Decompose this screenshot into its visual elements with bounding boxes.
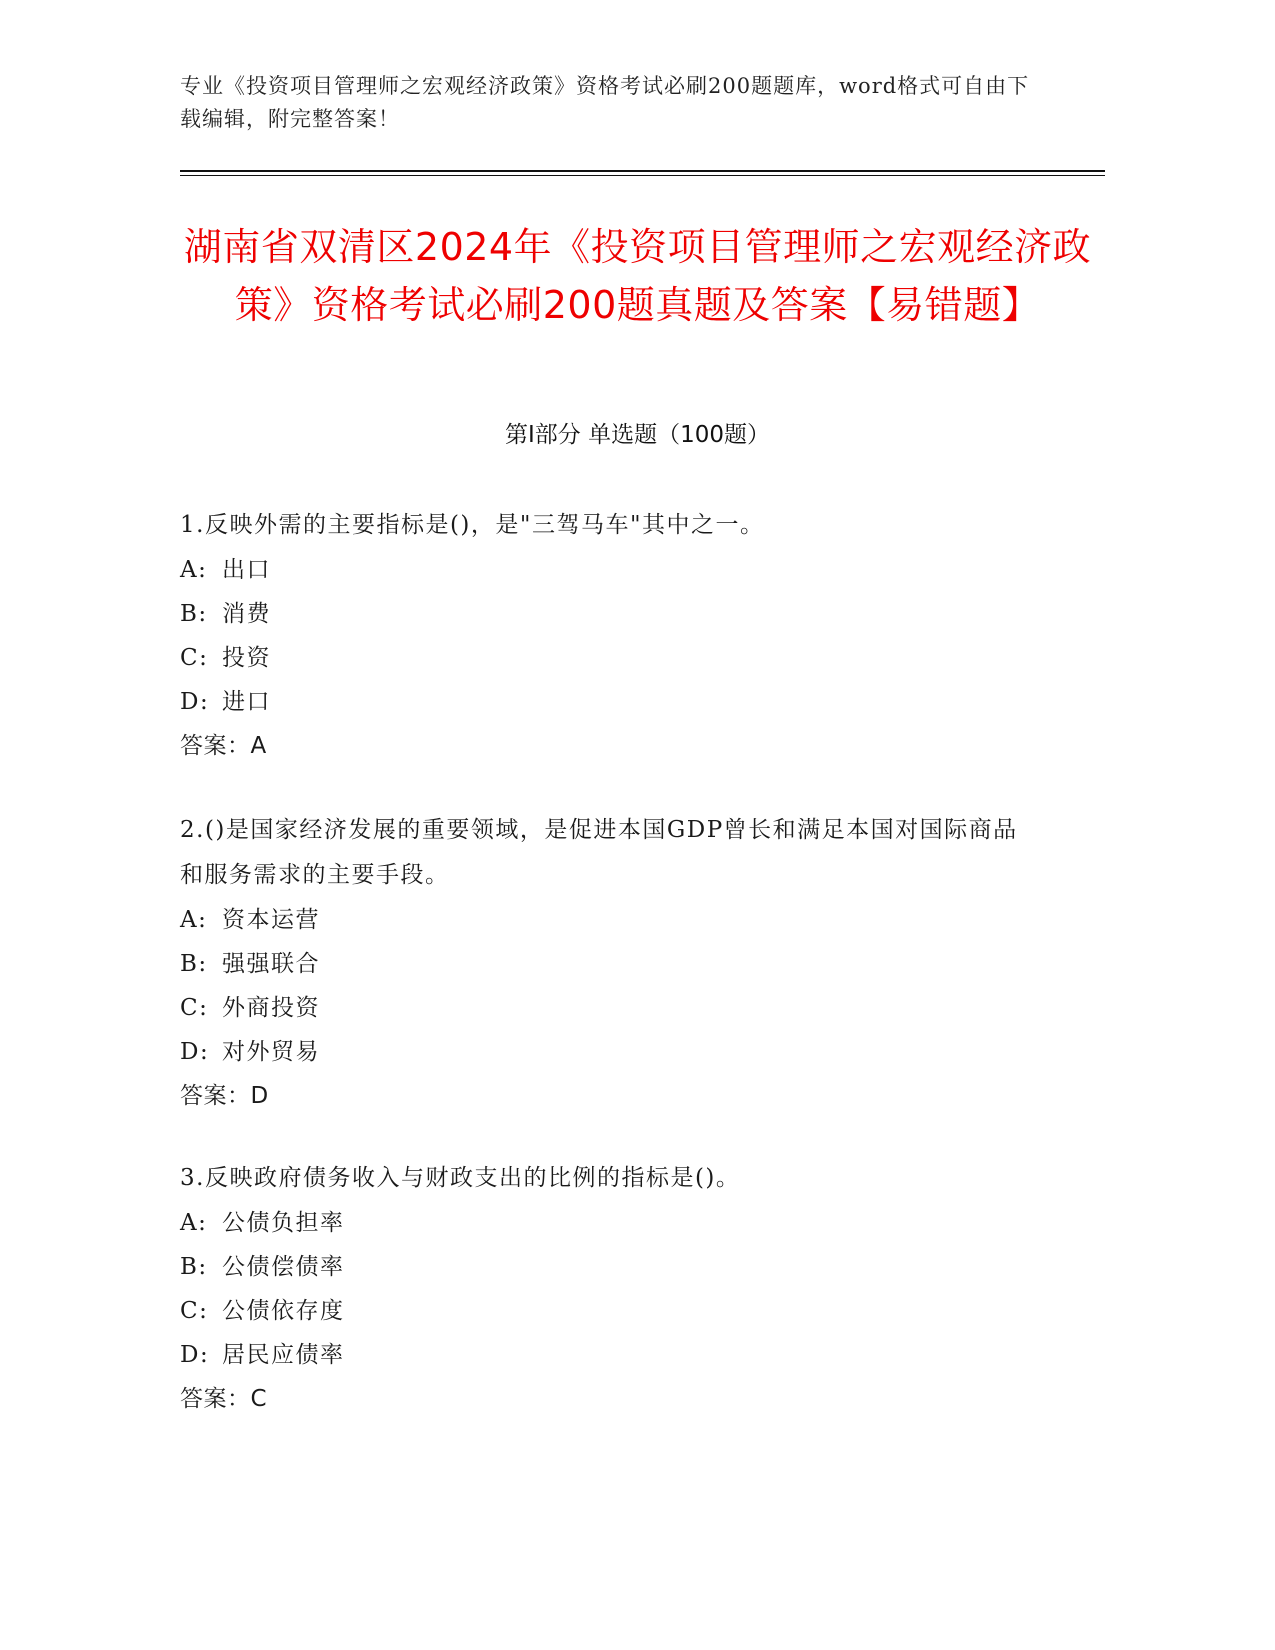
option-b xyxy=(180,942,1040,986)
option-letter: C: xyxy=(180,995,209,1021)
question-text: 3.反映政府债务收入与财政支出的比例的指标是()。 xyxy=(180,1165,741,1191)
question-block xyxy=(180,1156,1040,1421)
option-c xyxy=(180,986,1040,1030)
option-d xyxy=(180,1030,1040,1074)
question-text: 1.反映外需的主要指标是()，是"三驾马车"其中之一。 xyxy=(180,512,765,538)
option-a xyxy=(180,548,1040,592)
intro-text: 专业《投资项目管理师之宏观经济政策》资格考试必刷200题题库，word格式可自由下载编辑，附完整答案！ xyxy=(180,74,1030,131)
option-letter: B: xyxy=(180,951,208,977)
answer-text: 答案：D xyxy=(180,1083,269,1109)
option-b xyxy=(180,1245,1040,1289)
option-letter: B: xyxy=(180,601,208,627)
section-heading: 第I部分 单选题（100题） xyxy=(505,422,770,448)
option-text: 强强联合 xyxy=(222,951,320,977)
option-text: 公债依存度 xyxy=(222,1298,345,1324)
answer-text: 答案：C xyxy=(180,1386,268,1412)
option-letter: D: xyxy=(180,1039,210,1065)
option-a xyxy=(180,1201,1040,1245)
option-text: 投资 xyxy=(222,645,271,671)
option-c xyxy=(180,1289,1040,1333)
option-d xyxy=(180,680,1040,724)
option-d xyxy=(180,1333,1040,1377)
option-c xyxy=(180,636,1040,680)
option-letter: D: xyxy=(180,689,210,715)
header-divider-thick xyxy=(180,170,1105,172)
option-b xyxy=(180,592,1040,636)
question-text: 2.()是国家经济发展的重要领域，是促进本国GDP曾长和满足本国对国际商品和服务需求的主要手段。 xyxy=(180,817,1018,888)
option-text: 资本运营 xyxy=(222,907,320,933)
option-text: 消费 xyxy=(222,601,271,627)
question-block xyxy=(180,503,1040,768)
option-text: 外商投资 xyxy=(222,995,320,1021)
option-text: 对外贸易 xyxy=(222,1039,320,1065)
option-text: 进口 xyxy=(222,689,271,715)
option-text: 公债偿债率 xyxy=(222,1254,345,1280)
option-text: 公债负担率 xyxy=(222,1210,345,1236)
option-text: 居民应债率 xyxy=(222,1342,345,1368)
option-letter: B: xyxy=(180,1254,208,1280)
question-block xyxy=(180,808,1040,1118)
option-letter: C: xyxy=(180,645,209,671)
option-letter: A: xyxy=(180,907,208,933)
option-letter: A: xyxy=(180,557,208,583)
option-text: 出口 xyxy=(222,557,271,583)
option-letter: D: xyxy=(180,1342,210,1368)
header-divider-thin xyxy=(180,175,1105,176)
option-letter: A: xyxy=(180,1210,208,1236)
option-a xyxy=(180,898,1040,942)
document-title: 湖南省双清区2024年《投资项目管理师之宏观经济政策》资格考试必刷200题真题及答案【易错题】 xyxy=(183,225,1092,327)
answer-text: 答案：A xyxy=(180,733,267,759)
option-letter: C: xyxy=(180,1298,209,1324)
